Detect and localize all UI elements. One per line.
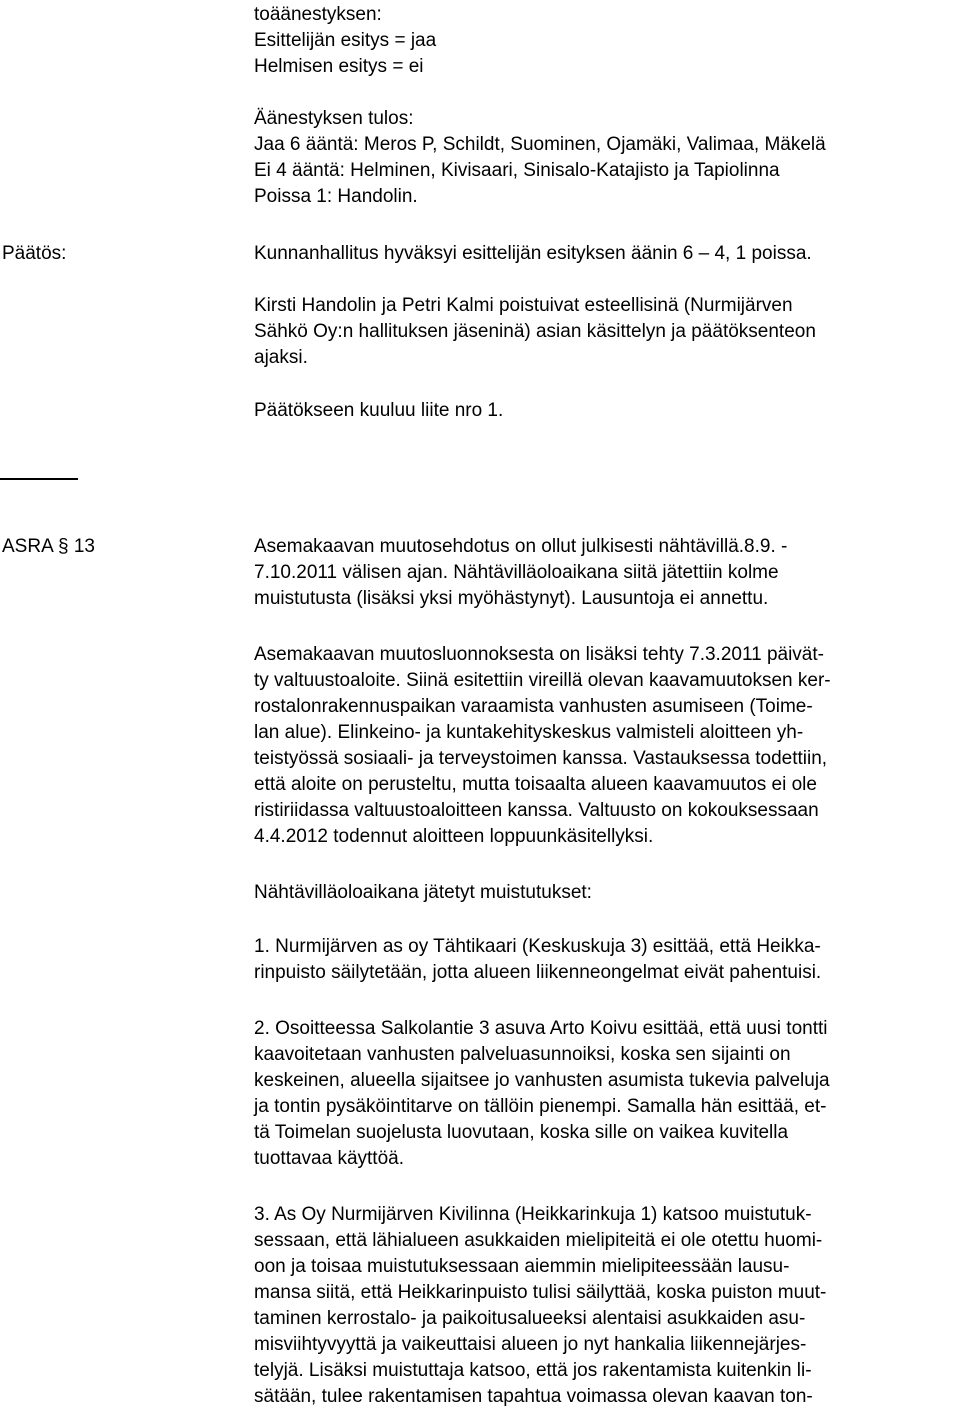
decision-text: Kunnanhallitus hyväksyi esittelijän esityksen äänin 6 – 4, 1 poissa.: [254, 243, 812, 264]
objection-line: 3. As Oy Nurmijärven Kivilinna (Heikkarinkuja 1) katsoo muistutuk-: [254, 1204, 812, 1225]
objection-line: ja tontin pysäköintitarve on tällöin pienempi. Samalla hän esittää, et-: [254, 1096, 827, 1117]
paragraph-line: 4.4.2012 todennut aloitteen loppuunkäsitellyksi.: [254, 826, 654, 847]
paragraph-line: ristiriidassa valtuustoaloitteen kanssa. Valtuusto on kokouksessaan: [254, 800, 819, 821]
objection-line: rinpuisto säilytetään, jotta alueen liikenneongelmat eivät pahentuisi.: [254, 962, 822, 983]
vote-intro-label: toäänestyksen:: [254, 4, 382, 25]
objection-line: 2. Osoitteessa Salkolantie 3 asuva Arto Koivu esittää, että uusi tontti: [254, 1018, 828, 1039]
objection-line: tuottavaa käyttöä.: [254, 1148, 404, 1169]
objection-line: oon ja toisaa muistutuksessaan aiemmin mielipiteessään lausu-: [254, 1256, 790, 1277]
paragraph-line: että aloite on perusteltu, mutta toisaalta alueen kaavamuutos ei ole: [254, 774, 817, 795]
vote-result-label: Äänestyksen tulos:: [254, 108, 414, 129]
vote-result-line: Ei 4 ääntä: Helminen, Kivisaari, Sinisalo-Katajisto ja Tapiolinna: [254, 160, 780, 181]
paragraph-line: rostalonrakennuspaikan varaamista vanhusten asumiseen (Toime-: [254, 696, 813, 717]
objection-line: sätään, tulee rakentamisen tapahtua voimassa olevan kaavan ton-: [254, 1386, 813, 1407]
objection-line: keskeinen, alueella sijaitsee jo vanhusten asumista tukevia palveluja: [254, 1070, 830, 1091]
vote-intro-line: Esittelijän esitys = jaa: [254, 30, 437, 51]
vote-result-line: Poissa 1: Handolin.: [254, 186, 418, 207]
paragraph-line: muistutusta (lisäksi yksi myöhästynyt). Lausuntoja ei annettu.: [254, 588, 769, 609]
vote-result-line: Jaa 6 ääntä: Meros P, Schildt, Suominen, Ojamäki, Valimaa, Mäkelä: [254, 134, 826, 155]
objection-line: misviihtyvyyttä ja vaikeuttaisi alueen jo nyt hankalia liikennejärjes-: [254, 1334, 807, 1355]
paragraph-line: lan alue). Elinkeino- ja kuntakehityskeskus valmisteli aloitteen yh-: [254, 722, 804, 743]
objection-line: telyjä. Lisäksi muistuttaja katsoo, että jos rakentamista kuitenkin li-: [254, 1360, 812, 1381]
section-divider: [0, 478, 78, 480]
objections-heading: Nähtävilläoloaikana jätetyt muistutukset:: [254, 882, 592, 903]
paragraph-line: teistyössä sosiaali- ja terveystoimen kanssa. Vastauksessa todettiin,: [254, 748, 828, 769]
section-label: ASRA § 13: [2, 536, 95, 557]
decision-label: Päätös:: [2, 243, 67, 264]
recusal-line: Kirsti Handolin ja Petri Kalmi poistuivat esteellisinä (Nurmijärven: [254, 295, 793, 316]
objection-line: kaavoitetaan vanhusten palveluasunnoiksi, koska sen sijainti on: [254, 1044, 791, 1065]
objection-line: tä Toimelan suojelusta luovutaan, koska sille on vaikea kuvitella: [254, 1122, 789, 1143]
paragraph-line: ty valtuustoaloite. Siinä esitettiin vireillä olevan kaavamuutoksen ker-: [254, 670, 831, 691]
objection-line: 1. Nurmijärven as oy Tähtikaari (Keskuskuja 3) esittää, että Heikka-: [254, 936, 821, 957]
recusal-line: Sähkö Oy:n hallituksen jäseninä) asian käsittelyn ja päätöksenteon: [254, 321, 816, 342]
vote-intro-line: Helmisen esitys = ei: [254, 56, 424, 77]
objection-line: mansa siitä, että Heikkarinpuisto tulisi säilyttää, koska puiston muut-: [254, 1282, 827, 1303]
paragraph-line: Asemakaavan muutosehdotus on ollut julkisesti nähtävillä.8.9. -: [254, 536, 788, 557]
attachment-note: Päätökseen kuuluu liite nro 1.: [254, 400, 504, 421]
objection-line: taminen kerrostalo- ja paikoitusalueeksi alentaisi asukkaiden asu-: [254, 1308, 806, 1329]
paragraph-line: 7.10.2011 välisen ajan. Nähtävilläoloaikana siitä jätettiin kolme: [254, 562, 779, 583]
paragraph-line: Asemakaavan muutosluonnoksesta on lisäksi tehty 7.3.2011 päivät-: [254, 644, 824, 665]
objection-line: sessaan, että lähialueen asukkaiden mielipiteitä ei ole otettu huomi-: [254, 1230, 823, 1251]
recusal-line: ajaksi.: [254, 347, 308, 368]
